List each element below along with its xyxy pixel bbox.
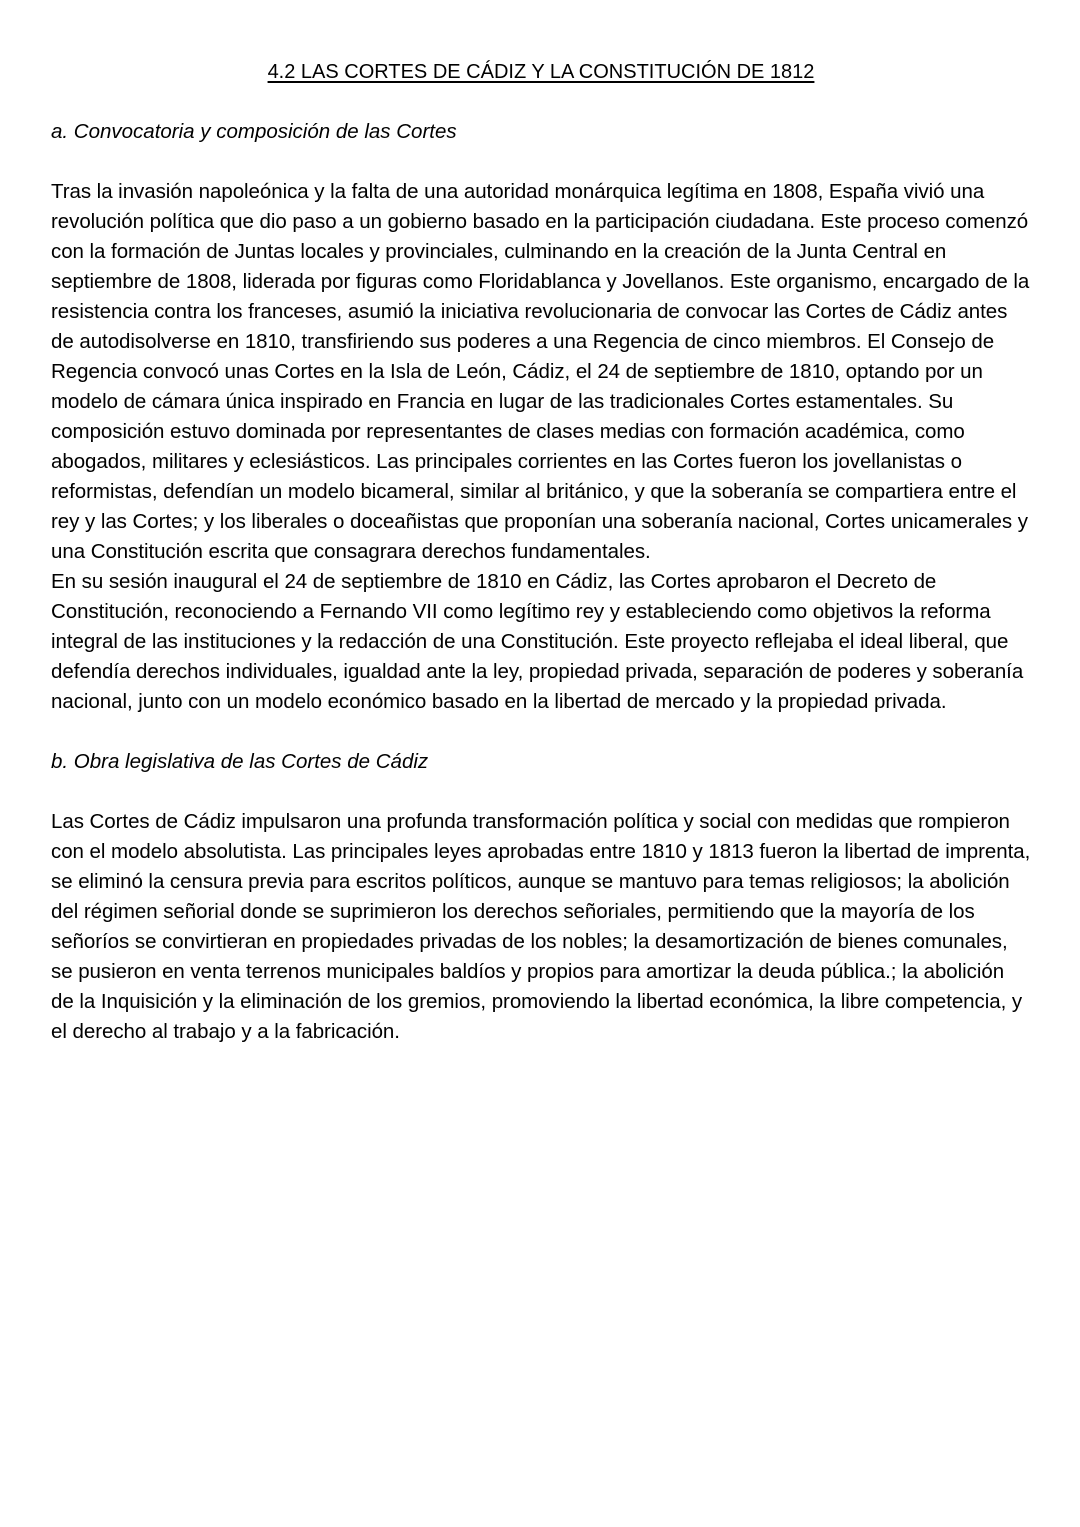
paragraph-sesion-inaugural: En su sesión inaugural el 24 de septiembre de 1810 en Cádiz, las Cortes aprobaron el Decreto de Constitución, reconociendo a Fernando VII como legítimo rey y estableciendo como objetivos la reforma integral de las instituciones y la redacción de una Constitución. Este proyecto reflejaba el ideal liberal, que defendía derechos individuales, igualdad ante la ley, propiedad privada, separación de poderes y soberanía nacional, junto con un modelo económico basado en la libertad de mercado y la propiedad privada. — [51, 570, 1024, 713]
section-convocatoria — [51, 117, 1031, 717]
section-obra-legislativa — [51, 747, 1031, 1047]
section-heading-a: a. Convocatoria y composición de las Cortes — [51, 120, 457, 143]
document-title: 4.2 LAS CORTES DE CÁDIZ Y LA CONSTITUCIÓN DE 1812 — [267, 61, 815, 83]
paragraph-obra-legislativa: Las Cortes de Cádiz impulsaron una profunda transformación política y social con medidas que rompieron con el modelo absolutista. Las principales leyes aprobadas entre 1810 y 1813 fueron la libertad de imprenta, se eliminó la censura previa para escritos políticos, aunque se mantuvo para temas religiosos; la abolición del régimen señorial donde se suprimieron los derechos señoriales, permitiendo que la mayoría de los señoríos se convirtieran en propiedades privadas de los nobles; la desamortización de bienes comunales, se pusieron en venta terrenos municipales baldíos y propios para amortizar la deuda pública.; la abolición de la Inquisición y la eliminación de los gremios, promoviendo la libertad económica, la libre competencia, y el derecho al trabajo y a la fabricación. — [51, 810, 1031, 1043]
document-page — [51, 57, 1031, 1047]
paragraph-convocatoria: Tras la invasión napoleónica y la falta de una autoridad monárquica legítima en 1808, España vivió una revolución política que dio paso a un gobierno basado en la participación ciudadana. Este proceso comenzó con la formación de Juntas locales y provinciales, culminando en la creación de la Junta Central en septiembre de 1808, liderada por figuras como Floridablanca y Jovellanos. Este organismo, encargado de la resistencia contra los franceses, asumió la iniciativa revolucionaria de convocar las Cortes de Cádiz antes de autodisolverse en 1810, transfiriendo sus poderes a una Regencia de cinco miembros. El Consejo de Regencia convocó unas Cortes en la Isla de León, Cádiz, el 24 de septiembre de 1810, optando por un modelo de cámara única inspirado en Francia en lugar de las tradicionales Cortes estamentales. Su composición estuvo dominada por representantes de clases medias con formación académica, como abogados, militares y eclesiásticos. Las principales corrientes en las Cortes fueron los jovellanistas o reformistas, defendían un modelo bicameral, similar al británico, y que la soberanía se compartiera entre el rey y las Cortes; y los liberales o doceañistas que proponían una soberanía nacional, Cortes unicamerales y una Constitución escrita que consagrara derechos fundamentales. — [51, 180, 1030, 563]
section-heading-b: b. Obra legislativa de las Cortes de Cádiz — [51, 750, 429, 773]
